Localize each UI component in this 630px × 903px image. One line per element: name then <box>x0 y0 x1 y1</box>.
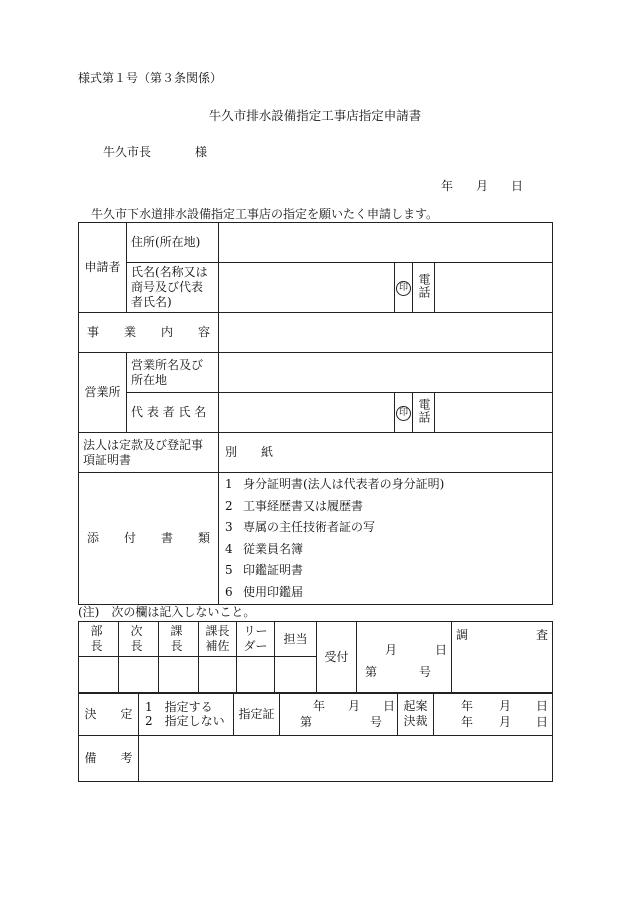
decision-table <box>78 692 553 782</box>
attachments-label <box>79 473 219 605</box>
corporation-label: 法人は定款及び登記事項証明書 <box>79 433 219 473</box>
applicant-name-field[interactable] <box>219 263 395 313</box>
attachment-item: 6 使用印鑑届 <box>225 584 304 599</box>
biko-label: 備 考 <box>79 736 139 782</box>
uke-dai-label: 第 <box>365 664 378 679</box>
office-phone-label: 電話 <box>417 397 431 424</box>
corporation-value: 別 紙 <box>219 433 553 473</box>
cert-month-label: 月 <box>348 699 361 713</box>
leader-label: リーダー <box>237 622 275 657</box>
uke-month-label: 月 <box>385 642 398 657</box>
attachments-list <box>219 473 553 605</box>
office-seal-icon: 印 <box>396 406 411 421</box>
business-content-text: 事 業 内 容 <box>87 325 210 339</box>
page-title: 牛久市排水設備指定工事店指定申請書 <box>208 108 422 123</box>
option-shitei[interactable]: 1 指定する <box>145 700 213 714</box>
attachment-item: 5 印鑑証明書 <box>225 563 304 577</box>
applicant-phone-field[interactable] <box>435 263 553 313</box>
kacho-hosa-label: 課長補佐 <box>199 622 237 657</box>
kessai-day-label: 日 <box>536 715 549 729</box>
kessai-year-label: 年 <box>461 715 474 729</box>
intro-text: 牛久市下水道排水設備指定工事店の指定を願いたく申請します。 <box>91 207 439 221</box>
kessai-month-label: 月 <box>499 715 512 729</box>
kian-month-label: 月 <box>499 699 512 713</box>
attachment-item: 4 従業員名簿 <box>225 541 304 556</box>
applicant-phone-label: 電話 <box>417 272 431 299</box>
note-text: (注) 次の欄は記入しないこと。 <box>78 605 256 619</box>
shiteisho-field[interactable] <box>280 693 398 736</box>
kian-label: 起案 <box>403 699 428 713</box>
addressee-name: 牛久市長 <box>103 145 152 159</box>
kacho-label: 課長 <box>159 622 199 657</box>
uketsuke-field[interactable] <box>357 622 452 694</box>
date-month-label: 月 <box>476 179 489 193</box>
attachment-item: 1 身分証明書(法人は代表者の身分証明) <box>225 477 445 491</box>
office-rep-label: 代 表 者 氏 名 <box>127 393 219 433</box>
shiteisho-label: 指定証 <box>234 693 280 736</box>
option-shitei-shinai[interactable]: 2 指定しない <box>145 714 225 728</box>
uke-go-label: 号 <box>419 664 432 679</box>
office-phone-field[interactable] <box>435 393 553 433</box>
kian-year-label: 年 <box>461 699 474 713</box>
jicho-stamp-field[interactable] <box>119 657 159 694</box>
business-content-label <box>79 313 219 353</box>
bucho-stamp-field[interactable] <box>79 657 119 694</box>
tanto-label: 担当 <box>275 622 317 657</box>
tanto-stamp-field[interactable] <box>275 657 317 694</box>
office-group-label: 営業所 <box>79 353 127 433</box>
kian-day-label: 日 <box>536 699 549 713</box>
office-rep-field[interactable] <box>219 393 395 433</box>
kacho-stamp-field[interactable] <box>159 657 199 694</box>
uke-day-label: 日 <box>435 642 448 657</box>
bucho-label: 部長 <box>79 622 119 657</box>
kian-kessai-dates[interactable] <box>434 693 553 736</box>
applicant-name-label: 氏名(名称又は商号及び代表者氏名) <box>127 263 219 313</box>
cert-go-label: 号 <box>370 715 383 729</box>
date-year-label: 年 <box>441 179 454 193</box>
cert-year-label: 年 <box>313 699 326 713</box>
cert-day-label: 日 <box>383 699 396 713</box>
kacho-hosa-stamp-field[interactable] <box>199 657 237 694</box>
chosa-cell[interactable] <box>452 622 553 694</box>
business-content-field[interactable] <box>219 313 553 353</box>
chosa-label: 調 査 <box>456 628 548 642</box>
addressee-honorific: 様 <box>195 145 208 159</box>
office-use-table <box>78 621 553 694</box>
cert-dai-label: 第 <box>300 715 313 729</box>
kettei-label: 決 定 <box>79 693 139 736</box>
applicant-address-label: 住所(所在地) <box>127 223 219 263</box>
leader-stamp-field[interactable] <box>237 657 275 694</box>
date-day-label: 日 <box>511 179 524 193</box>
applicant-seal-icon: 印 <box>396 281 411 296</box>
uketsuke-label: 受付 <box>317 622 357 694</box>
kettei-options[interactable] <box>139 693 234 736</box>
office-name-location-field[interactable] <box>219 353 553 393</box>
attachment-item: 2 工事経歴書又は履歴書 <box>225 498 364 513</box>
application-table <box>78 222 553 605</box>
kessai-label: 決裁 <box>403 714 428 728</box>
jicho-label: 次長 <box>119 622 159 657</box>
biko-field[interactable] <box>139 736 553 782</box>
applicant-group-label: 申請者 <box>79 223 127 313</box>
attachment-item: 3 専属の主任技術者証の写 <box>225 520 376 534</box>
attachments-label-text: 添 付 書 類 <box>87 531 210 545</box>
office-name-location-label: 営業所名及び所在地 <box>127 353 219 393</box>
kian-kessai-labels <box>398 693 434 736</box>
applicant-address-field[interactable] <box>219 223 553 263</box>
form-number: 様式第１号（第３条関係） <box>78 71 223 85</box>
